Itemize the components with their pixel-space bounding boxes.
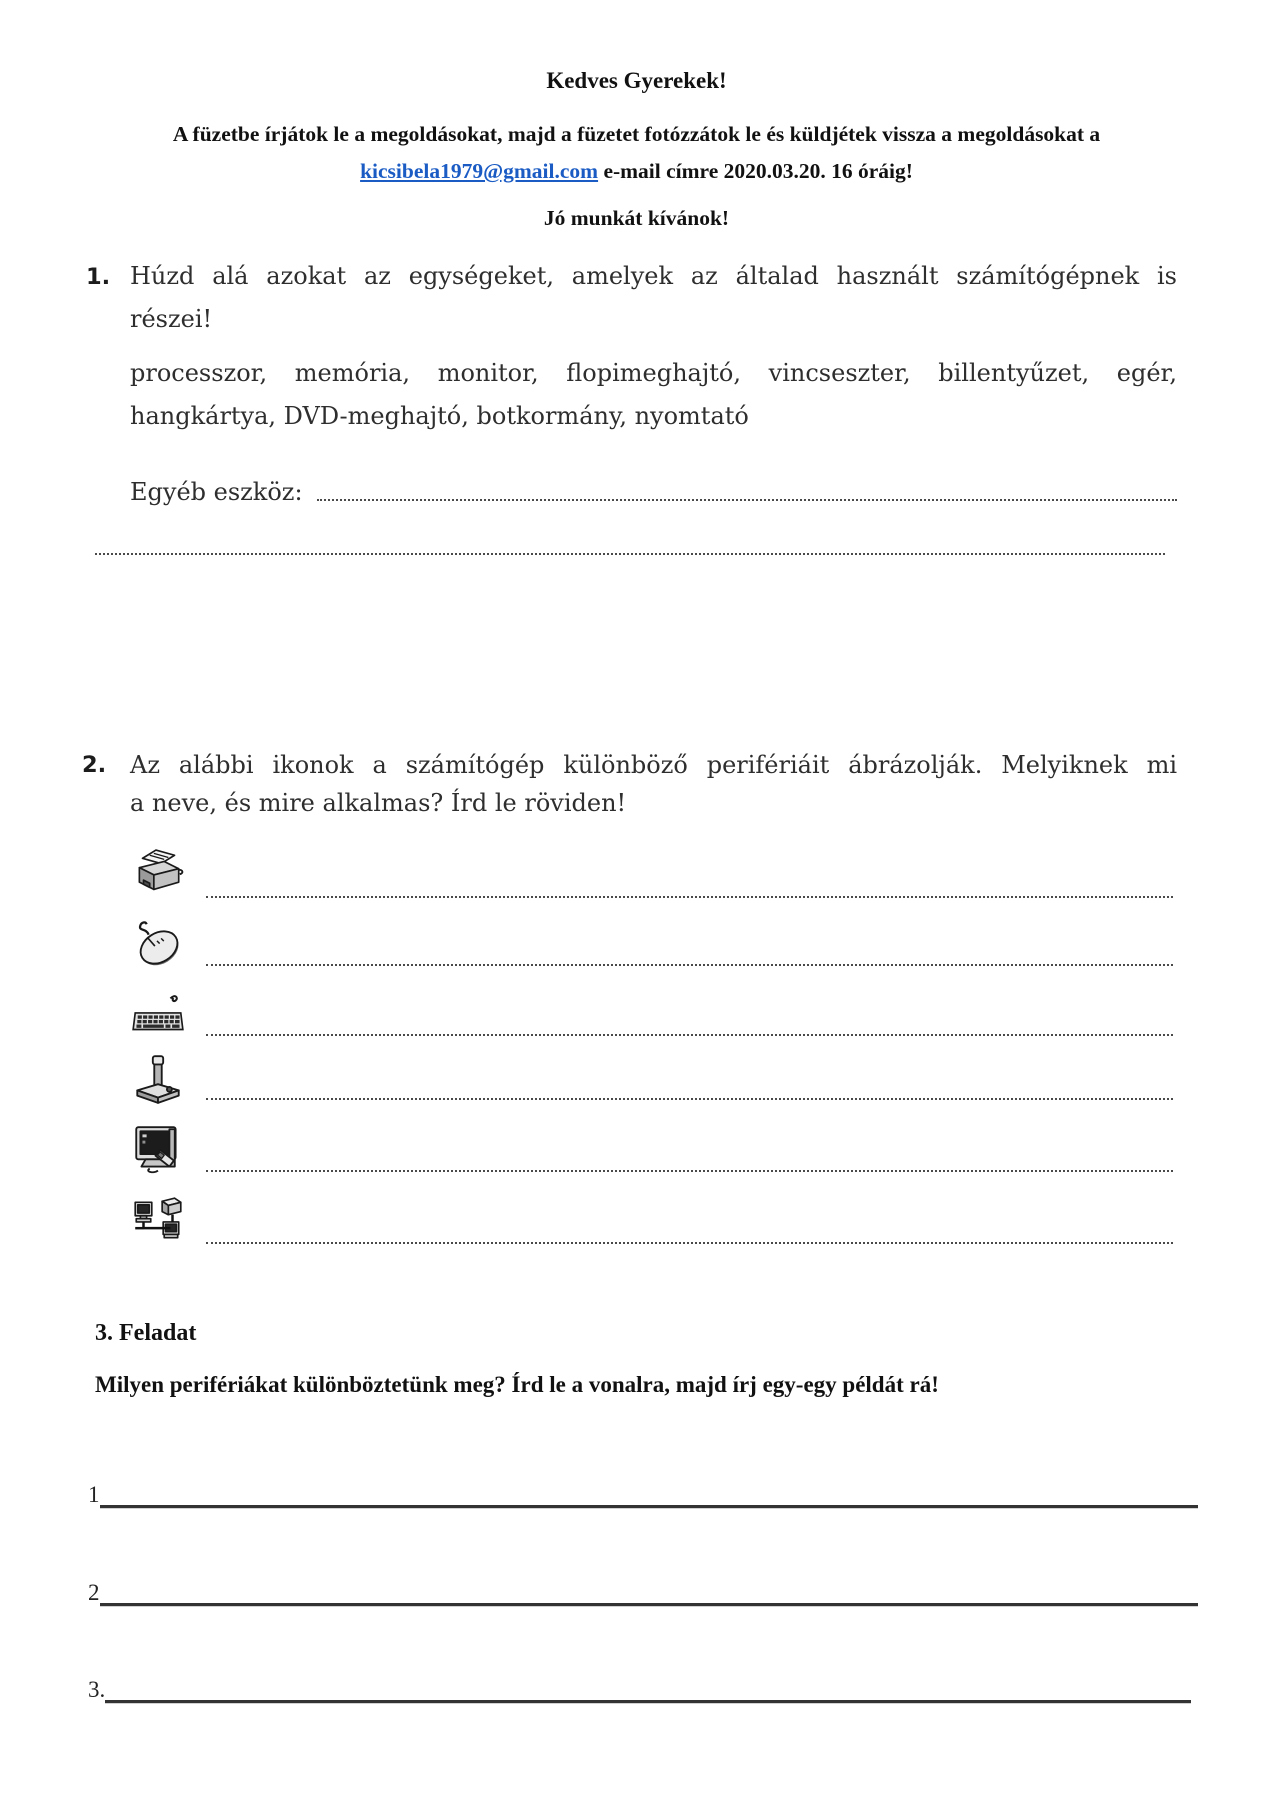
answer-row-2: [88, 1574, 1198, 1606]
task3-heading: 3. Feladat: [95, 1320, 197, 1346]
peripheral-row-mouse: [128, 914, 1173, 974]
task1-number: 1.: [86, 264, 111, 290]
peripheral-row-joystick: [128, 1048, 1173, 1108]
task2-number: 2.: [82, 752, 107, 778]
answer-row-2-number: 2: [88, 1580, 100, 1605]
peripheral-row-printer: [128, 846, 1173, 906]
intro-line-2: [0, 153, 1273, 190]
answer-row-1-line[interactable]: [100, 1505, 1199, 1508]
intro-line-1: A füzetbe írjátok le a megoldásokat, majd a füzetet fotózzátok le és küldjétek vissza a megoldásokat a: [172, 122, 1101, 146]
mouse-answer-line[interactable]: [206, 964, 1173, 966]
other-device-answer-line[interactable]: [317, 499, 1177, 501]
keyboard-icon: [128, 986, 188, 1044]
answer-line-extra[interactable]: [95, 553, 1165, 555]
email-link[interactable]: kicsibela1979@gmail.com: [360, 159, 599, 183]
task2-instruction-line1: Az alábbi ikonok a számítógép különböző perifériáit ábrázolják. Melyiknek mi: [130, 751, 1177, 779]
answer-row-1-number: 1: [88, 1482, 100, 1507]
answer-row-3: [88, 1671, 1191, 1703]
network-icon: [128, 1194, 188, 1252]
task2-instruction: [130, 746, 1177, 822]
device-list-line2: hangkártya, DVD-meghajtó, botkormány, nyomtató: [130, 402, 749, 430]
joystick-icon: [128, 1050, 188, 1108]
other-device-label: Egyéb eszköz:: [130, 478, 303, 506]
keyboard-answer-line[interactable]: [206, 1034, 1173, 1036]
task1-instruction-line2: részei!: [130, 305, 213, 333]
answer-row-1: [88, 1476, 1198, 1508]
peripheral-row-monitor: [128, 1120, 1173, 1180]
answer-row-3-number: 3.: [88, 1677, 106, 1702]
page-title: Kedves Gyerekek!: [546, 68, 727, 93]
monitor-answer-line[interactable]: [206, 1170, 1173, 1172]
device-list-line1: processzor, memória, monitor, flopimeghajtó, vincseszter, billentyűzet, egér,: [130, 359, 1177, 387]
printer-icon: [128, 848, 188, 906]
answer-row-3-line[interactable]: [105, 1700, 1191, 1703]
monitor-icon: [128, 1122, 188, 1180]
task1-device-list: [130, 352, 1177, 438]
mouse-icon: [128, 916, 188, 974]
task1-instruction: [130, 255, 1177, 341]
intro-paragraph: [0, 116, 1273, 190]
task2-instruction-line2: a neve, és mire alkalmas? Írd le röviden!: [130, 789, 627, 817]
printer-answer-line[interactable]: [206, 896, 1173, 898]
peripheral-row-keyboard: [128, 984, 1173, 1044]
joystick-answer-line[interactable]: [206, 1098, 1173, 1100]
peripheral-row-network: [128, 1192, 1173, 1252]
task3-question: Milyen perifériákat különböztetünk meg? Írd le a vonalra, majd írj egy-egy példát rá!: [95, 1372, 939, 1397]
intro-line-2-suffix: e-mail címre 2020.03.20. 16 óráig!: [598, 159, 913, 183]
task1-instruction-line1: Húzd alá azokat az egységeket, amelyek az általad használt számítógépnek is: [130, 262, 1177, 290]
network-answer-line[interactable]: [206, 1242, 1173, 1244]
answer-row-2-line[interactable]: [100, 1603, 1199, 1606]
other-device-row: [130, 478, 1177, 506]
greeting-text: Jó munkát kívánok!: [543, 206, 730, 230]
